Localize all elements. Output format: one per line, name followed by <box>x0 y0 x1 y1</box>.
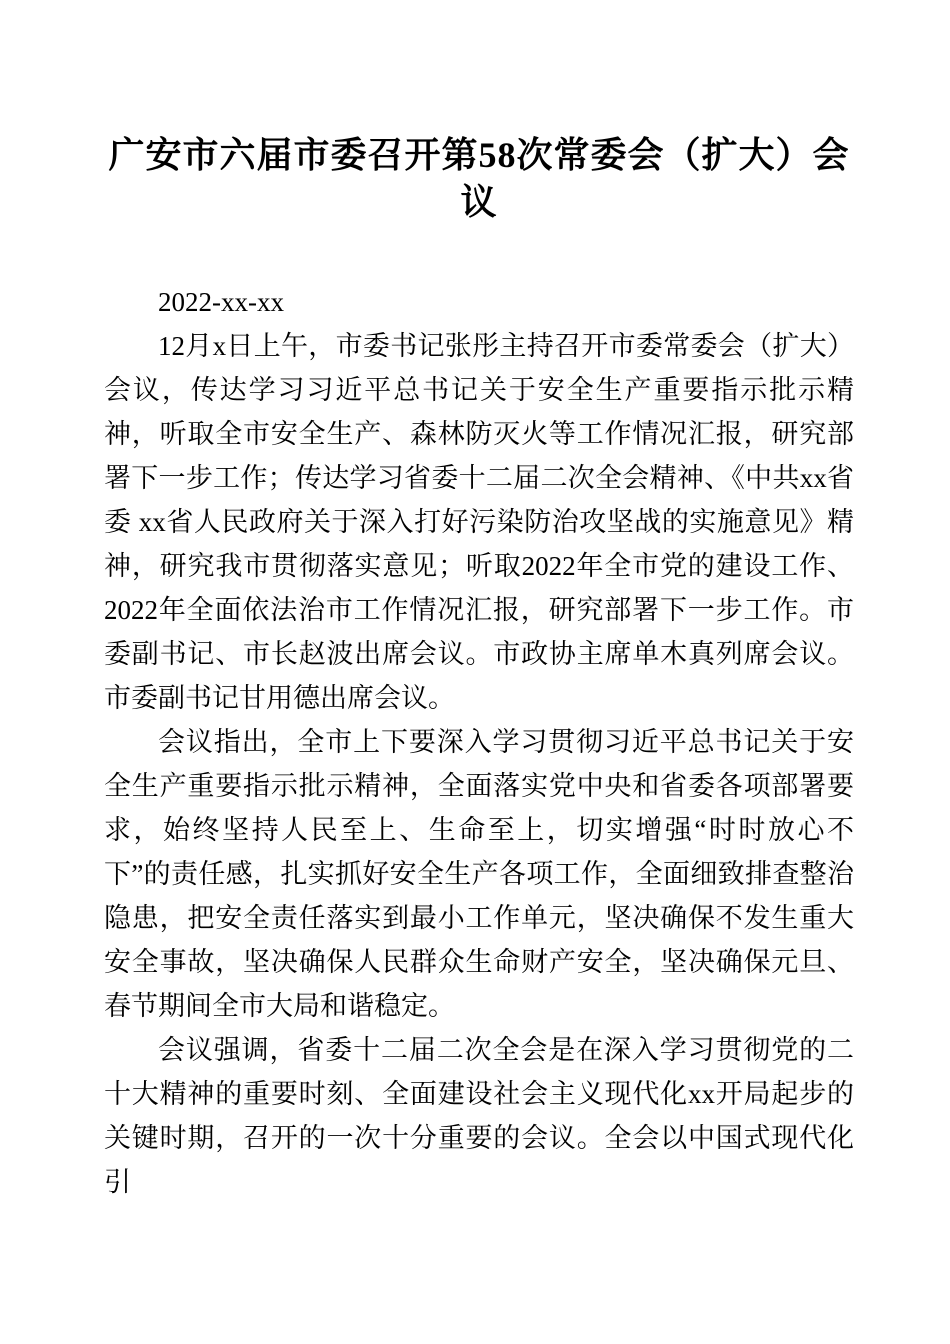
document-date: 2022-xx-xx <box>158 287 284 317</box>
paragraph-meeting-pointed-out: 会议指出，全市上下要深入学习贯彻习近平总书记关于安全生产重要指示批示精神，全面落实党中央和省委各项部署要求，始终坚持人民至上、生命至上，切实增强“时时放心不下”的责任感，扎实抓好安全生产各项工作，全面细致排查整治隐患，把安全责任落实到最小工作单元，坚决确保不发生重大安全事故，坚决确保人民群众生命财产安全，坚决确保元旦、春节期间全市大局和谐稳定。 <box>104 727 854 1021</box>
paragraph-meeting-overview: 12月x日上午，市委书记张彤主持召开市委常委会（扩大）会议，传达学习习近平总书记关于安全生产重要指示批示精神，听取全市安全生产、森林防灭火等工作情况汇报，研究部署下一步工作；传达学习省委十二届二次全会精神、《中共xx省委 xx省人民政府关于深入打好污染防治攻坚战的实施意见》精神，研究我市贯彻落实意见；听取2022年全市党的建设工作、2022年全面依法治市工作情况汇报，研究部署下一步工作。市委副书记、市长赵波出席会议。市政协主席单木真列席会议。市委副书记甘用德出席会议。 <box>104 331 854 713</box>
document-title: 广安市六届市委召开第58次常委会（扩大）会议 <box>108 135 850 222</box>
paragraph-meeting-emphasized: 会议强调，省委十二届二次全会是在深入学习贯彻党的二十大精神的重要时刻、全面建设社会主义现代化xx开局起步的关键时期，召开的一次十分重要的会议。全会以中国式现代化引 <box>104 1035 854 1197</box>
